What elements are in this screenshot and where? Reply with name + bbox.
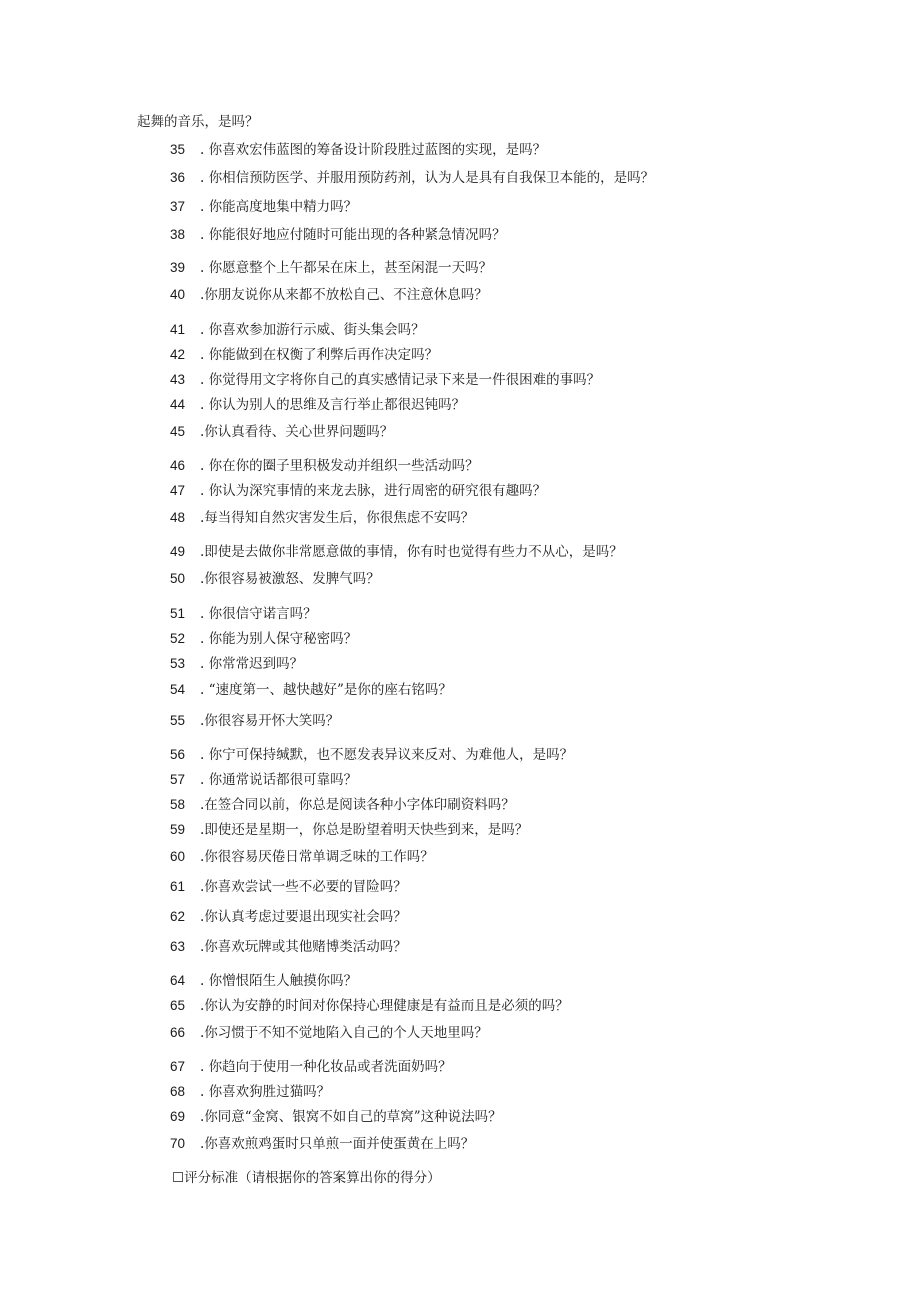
question-item-40: [170, 286, 488, 304]
question-item-47: [170, 482, 546, 500]
question-text: .即使还是星期一，你总是盼望着明天快些到来，是吗？: [200, 822, 529, 838]
question-number: 68: [170, 1084, 186, 1099]
question-item-56: [170, 746, 573, 764]
question-number: 47: [170, 483, 186, 498]
question-text: . 你喜欢宏伟蓝图的筹备设计阶段胜过蓝图的实现，是吗？: [200, 142, 547, 158]
question-text: . 你能高度地集中精力吗？: [200, 199, 358, 215]
question-number: 59: [170, 822, 186, 837]
question-item-50: [170, 570, 380, 588]
question-item-52: [170, 630, 357, 648]
question-text: . 你认为别人的思维及言行举止都很迟钝吗？: [200, 397, 466, 413]
question-number: 35: [170, 142, 186, 157]
question-item-49: [170, 543, 623, 561]
question-number: 69: [170, 1109, 186, 1124]
question-text: .你认真看待、关心世界问题吗？: [200, 424, 394, 440]
question-number: 49: [170, 544, 186, 559]
question-number: 36: [170, 170, 186, 185]
question-text: . 你很信守诺言吗？: [200, 606, 317, 622]
question-item-66: [170, 1024, 488, 1042]
question-text: . 你能做到在权衡了利弊后再作决定吗？: [200, 347, 439, 363]
question-number: 52: [170, 631, 186, 646]
question-text: . 你喜欢参加游行示威、街头集会吗？: [200, 322, 425, 338]
question-item-53: [170, 655, 303, 673]
question-item-37: [170, 198, 357, 216]
question-number: 51: [170, 606, 186, 621]
question-text: . 你愿意整个上午都呆在床上，甚至闲混一天吗？: [200, 260, 493, 276]
question-item-64: [170, 972, 357, 990]
question-number: 50: [170, 571, 186, 586]
question-text: . 你通常说话都很可靠吗？: [200, 772, 358, 788]
question-item-63: [170, 938, 407, 956]
question-text: . 你觉得用文字将你自己的真实感情记录下来是一件很困难的事吗？: [200, 372, 601, 388]
question-text: .即使是去做你非常愿意做的事情，你有时也觉得有些力不从心，是吗？: [200, 544, 623, 560]
question-text: .你喜欢煎鸡蛋时只单煎一面并使蛋黄在上吗？: [200, 1136, 475, 1152]
question-number: 65: [170, 998, 186, 1013]
question-item-41: [170, 321, 425, 339]
question-number: 60: [170, 849, 186, 864]
question-text: . 你憎恨陌生人触摸你吗？: [200, 973, 358, 989]
question-item-43: [170, 371, 600, 389]
question-item-59: [170, 821, 528, 839]
question-text: . 你能为别人保守秘密吗？: [200, 631, 358, 647]
question-number: 42: [170, 347, 186, 362]
question-number: 43: [170, 372, 186, 387]
question-number: 66: [170, 1025, 186, 1040]
question-text: . 你能很好地应付随时可能出现的各种紧急情况吗？: [200, 227, 506, 243]
question-text: . “速度第一、越快越好”是你的座右铭吗？: [200, 682, 452, 698]
question-item-44: [170, 396, 465, 414]
question-number: 62: [170, 909, 186, 924]
question-text: .在签合同以前，你总是阅读各种小字体印刷资料吗？: [200, 797, 515, 813]
question-text: .你喜欢玩牌或其他赌博类活动吗？: [200, 939, 407, 955]
question-text: .你很容易被激怒、发脾气吗？: [200, 571, 380, 587]
question-text: .你很容易开怀大笑吗？: [200, 713, 340, 729]
question-item-38: [170, 226, 506, 244]
question-item-54: [170, 681, 452, 699]
question-text: . 你相信预防医学、并服用预防药剂，认为人是具有自我保卫本能的，是吗？: [200, 170, 655, 186]
question-number: 63: [170, 939, 186, 954]
question-item-62: [170, 908, 407, 926]
question-item-48: [170, 509, 474, 527]
question-item-61: [170, 878, 407, 896]
question-number: 67: [170, 1059, 186, 1074]
question-number: 37: [170, 199, 186, 214]
continuation-line: 起舞的音乐，是吗？: [137, 114, 259, 130]
question-item-70: [170, 1135, 474, 1153]
scoring-criteria-heading: ☐评分标准（请根据你的答案算出你的得分）: [172, 1170, 441, 1186]
question-text: . 你宁可保持缄默，也不愿发表异议来反对、为难他人，是吗？: [200, 747, 574, 763]
question-text: .你同意“金窝、银窝不如自己的草窝”这种说法吗？: [200, 1109, 502, 1125]
question-item-46: [170, 457, 479, 475]
question-text: . 你认为深究事情的来龙去脉，进行周密的研究很有趣吗？: [200, 483, 547, 499]
question-text: . 你趋向于使用一种化妆品或者洗面奶吗？: [200, 1059, 452, 1075]
question-item-69: [170, 1108, 502, 1126]
question-text: . 你常常迟到吗？: [200, 656, 304, 672]
question-number: 56: [170, 747, 186, 762]
question-number: 61: [170, 879, 186, 894]
question-text: .你认真考虑过要退出现实社会吗？: [200, 909, 407, 925]
question-number: 41: [170, 322, 186, 337]
question-number: 64: [170, 973, 186, 988]
question-text: .你喜欢尝试一些不必要的冒险吗？: [200, 879, 407, 895]
question-item-58: [170, 796, 515, 814]
question-item-57: [170, 771, 357, 789]
question-item-68: [170, 1083, 330, 1101]
question-text: .你认为安静的时间对你保持心理健康是有益而且是必须的吗？: [200, 998, 569, 1014]
question-number: 44: [170, 397, 186, 412]
question-number: 39: [170, 260, 186, 275]
question-item-39: [170, 259, 492, 277]
question-item-55: [170, 712, 339, 730]
question-item-67: [170, 1058, 452, 1076]
question-number: 40: [170, 287, 186, 302]
question-text: .你很容易厌倦日常单调乏味的工作吗？: [200, 849, 434, 865]
question-number: 55: [170, 713, 186, 728]
question-item-36: [170, 169, 654, 187]
question-item-65: [170, 997, 569, 1015]
question-number: 54: [170, 682, 186, 697]
question-number: 58: [170, 797, 186, 812]
question-text: . 你在你的圈子里积极发动并组织一些活动吗？: [200, 458, 479, 474]
question-number: 46: [170, 458, 186, 473]
question-text: .你习惯于不知不觉地陷入自己的个人天地里吗？: [200, 1025, 488, 1041]
question-item-35: [170, 141, 546, 159]
question-item-42: [170, 346, 438, 364]
question-number: 48: [170, 510, 186, 525]
question-number: 53: [170, 656, 186, 671]
question-number: 38: [170, 227, 186, 242]
question-number: 70: [170, 1136, 186, 1151]
question-item-51: [170, 605, 317, 623]
question-item-45: [170, 423, 393, 441]
question-text: .每当得知自然灾害发生后，你很焦虑不安吗？: [200, 510, 475, 526]
question-number: 57: [170, 772, 186, 787]
question-item-60: [170, 848, 434, 866]
question-text: .你朋友说你从来都不放松自己、不注意休息吗？: [200, 287, 488, 303]
question-number: 45: [170, 424, 186, 439]
question-text: . 你喜欢狗胜过猫吗？: [200, 1084, 331, 1100]
